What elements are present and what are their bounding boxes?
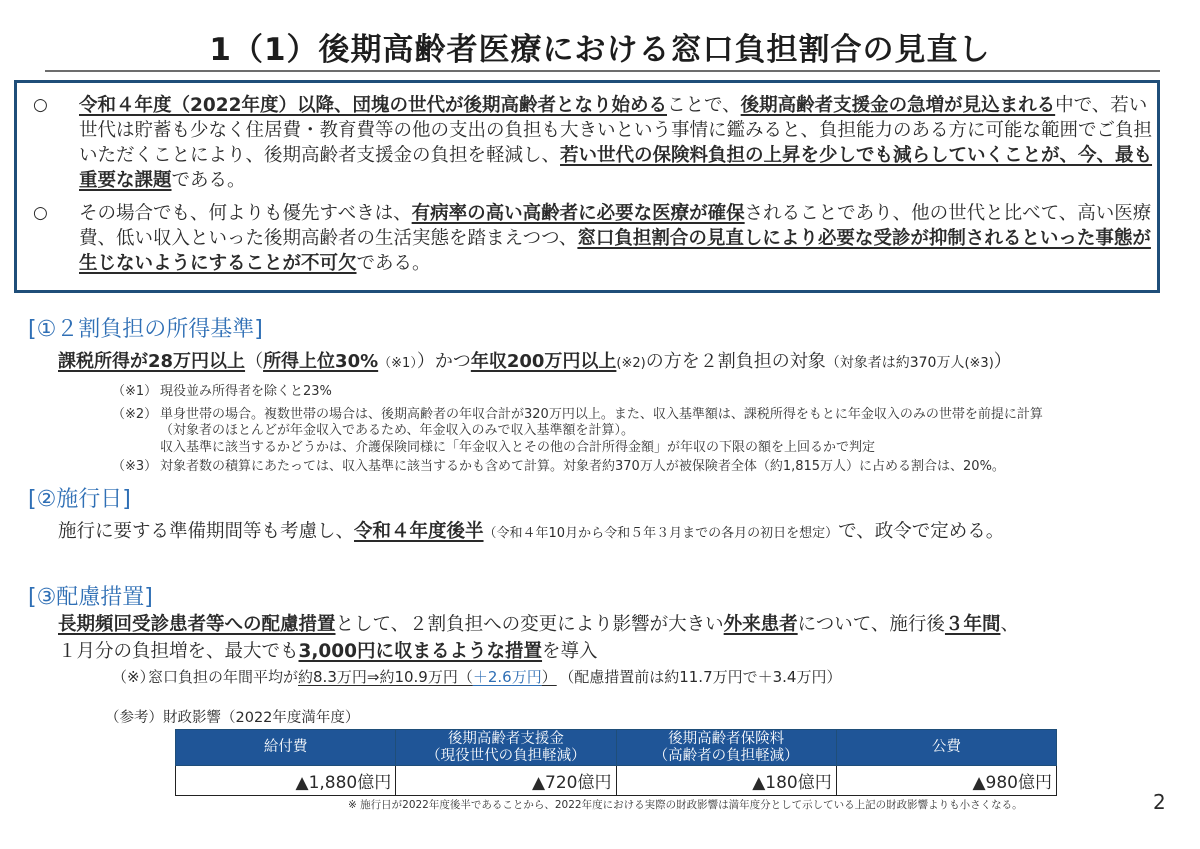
relief-comma: 、 (1000, 614, 1019, 635)
relief-phrase-1: 長期頻回受診患者等への配慮措置 (58, 614, 336, 635)
relief-note-mark: （※） (112, 668, 155, 686)
summary-bullet-2 (33, 201, 1157, 276)
note-text: 現役並み所得者を除くと23% (160, 384, 332, 399)
page-title: 1（1）後期高齢者医療における窓口負担割合の見直し (209, 32, 991, 68)
date-latter-half: 令和４年度後半 (354, 521, 484, 542)
relief-text-4: を導入 (542, 641, 598, 662)
relief-phrase-3-years: ３年間 (944, 614, 1001, 635)
relief-note-close: ） (541, 668, 557, 686)
bullet1-text-4: 中で、 (1055, 95, 1111, 116)
value-public-funds: ▲980億円 (836, 766, 1056, 796)
note-1 (112, 380, 332, 399)
header-support-fund: 後期高齢者支援金 （現役世代の負担軽減） (396, 730, 616, 766)
relief-note-text-2: （配慮措置前は約11.7万円で＋3.4万円） (566, 668, 842, 686)
criteria-ref-3: (※3) (964, 356, 994, 371)
relief-line-1 (58, 610, 1019, 636)
bullet1-phrase-3: 後期高齢者支援金の急増が見込まれる (740, 95, 1056, 116)
finance-footnote: ※ 施行日が2022年度後半であることから、2022年度における実際の財政影響は満年度分として示している上記の財政影響よりも小さくなる。 (348, 799, 1023, 811)
note-text: 単身世帯の場合。複数世帯の場合は、後期高齢者の年収合計が320万円以上。また、収入基準額は、課税所得をもとに年金収入のみの世帯を前提に計算 (160, 407, 1043, 422)
note-2-line-2: （対象者のほとんどが年金収入であるため、年金収入のみで収入基準額を計算）。 (160, 423, 634, 438)
note-3 (112, 455, 1005, 474)
finance-caption: （参考）財政影響（2022年度満年度） (105, 710, 360, 726)
criteria-count: （対象者は約370万人 (825, 355, 965, 371)
bullet1-phrase-1: 令和４年度（2022年度）以降、団塊の世代が後期高齢者となり始める (79, 95, 667, 116)
value-benefits: ▲1,880億円 (176, 766, 396, 796)
bullet-marker: ○ (33, 203, 48, 223)
header-public-funds: 公費 (836, 730, 1056, 766)
criteria-ref-1: （※1） (378, 356, 417, 371)
bullet2-phrase-4: 窓口負担割合の見直しにより必要な受診が抑制されるといった事態が生じないようにすることが不可欠 (79, 228, 1151, 274)
bullet2-phrase-2: 有病率の高い高齢者に必要な医療が確保 (411, 203, 745, 224)
summary-bullet-1 (33, 93, 1157, 193)
page-number: 2 (1153, 790, 1166, 814)
criteria-annual-income: 年収200万円以上 (470, 351, 617, 372)
criteria-paren-close: ） (993, 351, 1012, 372)
bullet2-text-1: その場合でも、何よりも優先すべきは、 (79, 203, 412, 224)
section-heading-effective-date: [②施行日] (28, 487, 131, 512)
bullet2-text-3: されることであり、他の世代と比べて、高い医療費、低い収入といった後期高齢者の生活実態を踏まえつつ、 (79, 203, 1152, 249)
date-range-note: （令和４年10月から令和５年３月までの各月の初日を想定） (483, 526, 839, 541)
relief-text-1: として、２割負担への変更により影響が大きい (335, 614, 724, 635)
relief-line-2 (58, 637, 598, 663)
relief-text-3: １月分の負担増を、最大でも (58, 641, 299, 662)
criteria-and: ）かつ (416, 351, 471, 372)
relief-note (112, 666, 841, 687)
relief-phrase-outpatient: 外来患者 (723, 614, 798, 635)
section-heading-income-criteria: [①２割負担の所得基準] (28, 317, 263, 342)
relief-phrase-3000-yen: 3,000円に収まるような措置 (298, 641, 543, 662)
note-text: 対象者数の積算にあたっては、収入基準に該当するかも含めて計算。対象者約370万人が被保険者全体（約1,815万人）に占める割合は、20%。 (160, 459, 1005, 474)
header-premium: 後期高齢者保険料 （高齢者の負担軽減） (616, 730, 836, 766)
finance-impact-table (175, 729, 1057, 796)
bullet1-text-2: ことで、 (667, 95, 741, 116)
criteria-target: の方を２割負担の対象 (645, 351, 826, 372)
relief-note-text-1: 窓口負担の年間平均が (148, 668, 299, 686)
value-support-fund: ▲720億円 (396, 766, 616, 796)
header-benefits: 給付費 (176, 730, 396, 766)
note-mark: （※3） (112, 459, 158, 474)
bullet1-text-7: である。 (171, 170, 246, 191)
title-divider (45, 70, 1160, 72)
value-premium: ▲180億円 (616, 766, 836, 796)
bullet2-text-5: である。 (356, 253, 431, 274)
criteria-ref-2: (※2) (616, 356, 646, 371)
section-heading-relief-measures: [③配慮措置] (28, 585, 153, 610)
bullet1-text-5: 若い世代は貯蓄も少なく住居費・教育費等の他の支出の負担も大きいという事情に鑑みると、負担能力のある方に可能な範囲でご負担いただくことにより、後期高齢者支援金の負担を軽減し、 (79, 95, 1153, 166)
income-criteria-line (58, 347, 1012, 373)
bullet1-phrase-6: 若い世代の保険料負担の上昇を少しでも減らしていくことが、今、最も重要な課題 (79, 145, 1153, 191)
criteria-paren-open: （ (245, 351, 264, 372)
effective-date-line (58, 517, 1004, 543)
criteria-taxable-income: 課税所得が28万円以上 (58, 351, 246, 372)
table-header-row (176, 730, 1057, 766)
note-mark: （※1） (112, 384, 158, 399)
relief-text-2: について、施行後 (797, 614, 945, 635)
note-mark: （※2） (112, 407, 158, 422)
summary-box (14, 80, 1160, 293)
bullet-marker: ○ (33, 95, 48, 115)
relief-note-increase: ＋2.6万円 (472, 668, 542, 686)
relief-note-range: 約8.3万円⇒約10.9万円（ (298, 668, 473, 686)
date-text-1: 施行に要する準備期間等も考慮し、 (58, 521, 355, 542)
criteria-top-30: 所得上位30% (263, 351, 379, 372)
note-2-line-3: 収入基準に該当するかどうかは、介護保険同様に「年金収入とその他の合計所得金額」が年収の下限の額を上回るかで判定 (160, 440, 876, 455)
date-text-2: で、政令で定める。 (838, 521, 1005, 542)
table-row (176, 766, 1057, 796)
